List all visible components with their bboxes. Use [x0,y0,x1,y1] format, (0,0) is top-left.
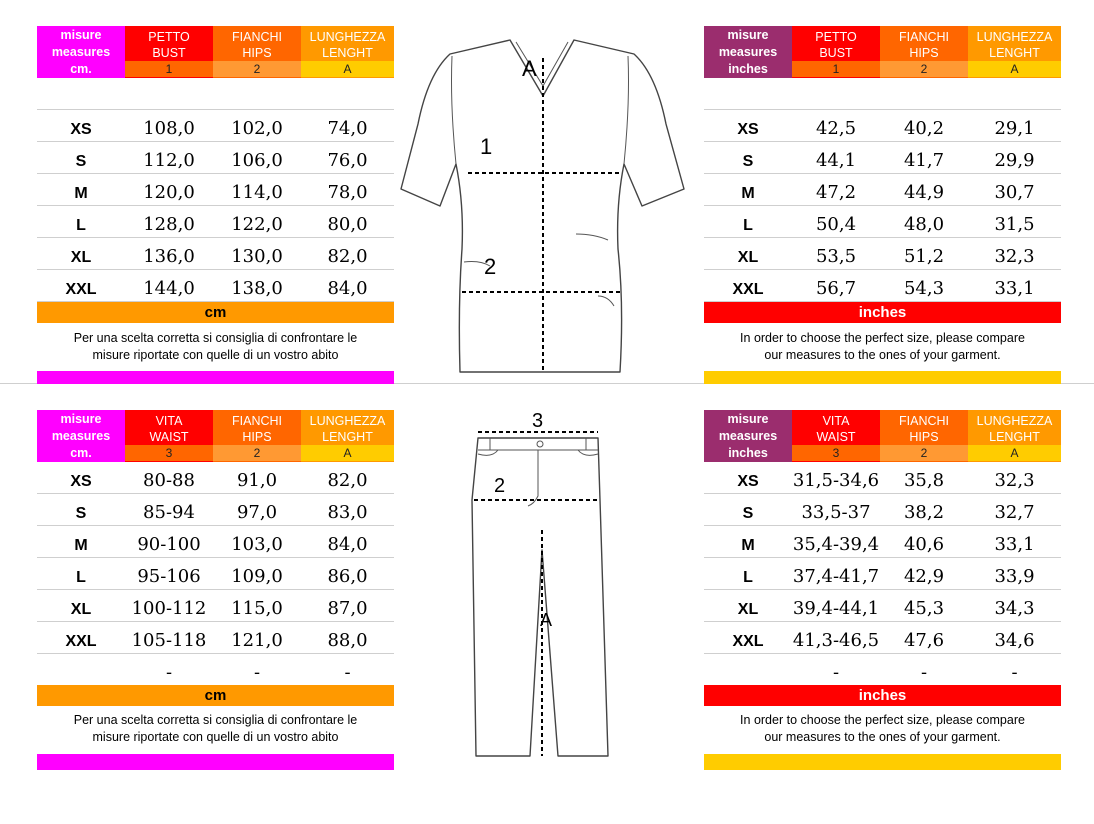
measure-value: 35,4-39,4 [792,534,880,555]
measure-value: 106,0 [231,150,283,171]
measure-value: - [165,662,173,683]
header-length: LUNGHEZZA LENGHT A [968,410,1061,462]
measure-value: 45,3 [903,598,945,619]
table-body [37,462,394,686]
size-label: XL [70,601,92,618]
measure-value: 40,6 [903,534,945,555]
measure-value: 41,3-46,5 [792,630,880,651]
table-row [704,590,1061,622]
size-label: XS [70,121,92,138]
header-measures-inches: misure measures inches [704,26,792,78]
shirt-size-table-cm [37,26,394,386]
measure-value: - [1011,662,1018,683]
header-hips: FIANCHI HIPS 2 [213,26,301,78]
pants-size-table-cm [37,410,394,772]
measure-value: 82,0 [327,470,368,491]
measure-value: 86,0 [327,566,368,587]
table-body [704,462,1061,686]
header-measures-cm: misure measures cm. [37,26,125,78]
size-label: XXL [65,281,97,298]
size-label: M [741,185,755,202]
measure-value: 42,5 [815,118,857,139]
measure-value: 105-118 [131,630,207,651]
measure-value: 40,2 [903,118,945,139]
label-a: A [540,610,553,630]
table-row [704,270,1061,302]
header-hips: FIANCHI HIPS 2 [213,410,301,462]
measure-value: 130,0 [231,246,283,267]
pants-size-table-inches [704,410,1061,772]
unit-bar-cm: cm [37,302,394,323]
measure-value: 34,3 [994,598,1035,619]
size-label: XS [70,473,92,490]
measure-value: 102,0 [231,118,283,139]
table-row [37,110,394,142]
measure-value: 136,0 [143,246,195,267]
measure-value: 109,0 [231,566,283,587]
size-label: XL [737,249,759,266]
blank-row [37,78,394,110]
measure-value: 83,0 [327,502,368,523]
table-row [37,558,394,590]
measure-value: 103,0 [231,534,283,555]
measure-value: 84,0 [327,278,368,299]
header-hips: FIANCHI HIPS 2 [880,410,968,462]
measure-value: 41,7 [903,150,945,171]
measure-value: 35,8 [903,470,945,491]
measure-value: 33,1 [994,278,1035,299]
unit-bar-inches: inches [704,685,1061,706]
measure-value: 95-106 [137,566,201,587]
measure-value: - [832,662,840,683]
measure-value: 78,0 [327,182,368,203]
size-label [37,654,125,685]
label-2: 2 [484,254,497,279]
measure-value: 122,0 [231,214,283,235]
measure-value: 50,4 [815,214,857,235]
label-2: 2 [494,475,506,497]
measure-value: 33,1 [994,534,1035,555]
measure-value: 87,0 [327,598,368,619]
size-label: S [742,153,754,170]
size-label: S [742,505,754,522]
size-label: M [741,537,755,554]
table-row [37,494,394,526]
size-label [704,654,792,685]
table-row [37,590,394,622]
size-label: XXL [65,633,97,650]
measure-value: 80,0 [327,214,368,235]
size-label: L [743,217,753,234]
measure-value: 54,3 [903,278,945,299]
size-label: S [75,505,87,522]
header-length: LUNGHEZZA LENGHT A [301,410,394,462]
size-label: L [76,217,86,234]
measure-value: 33,9 [994,566,1035,587]
label-3: 3 [532,410,544,432]
size-label: M [74,185,88,202]
table-row [37,238,394,270]
table-row [37,270,394,302]
measure-value: 31,5 [994,214,1035,235]
measure-value: 112,0 [143,150,195,171]
measure-value: 138,0 [231,278,283,299]
measure-value: 121,0 [231,630,283,651]
measure-value: 32,3 [994,470,1035,491]
unit-bar-inches: inches [704,302,1061,323]
measure-value: 144,0 [143,278,195,299]
size-label: XS [737,121,759,138]
measure-value: 74,0 [327,118,368,139]
table-row [37,526,394,558]
measure-value: 39,4-44,1 [792,598,880,619]
table-row [704,142,1061,174]
table-row [704,558,1061,590]
header-measures-inches: misure measures inches [704,410,792,462]
measure-value: 37,4-41,7 [792,566,880,587]
table-row [37,654,394,686]
size-advice-note: In order to choose the perfect size, please compare our measures to the ones of your garment. [740,331,1025,362]
table-row [37,462,394,494]
size-label: M [74,537,88,554]
footer-color-bar [37,371,394,384]
measure-value: 80-88 [143,470,195,491]
table-row [704,622,1061,654]
measure-value: 47,6 [903,630,945,651]
measure-value: - [920,662,928,683]
label-1: 1 [480,134,493,159]
pants-outline [472,438,608,756]
size-label: L [743,569,753,586]
table-row [37,622,394,654]
size-label: L [76,569,86,586]
measure-value: 53,5 [815,246,857,267]
label-a: A [522,56,537,81]
size-label: XXL [732,633,764,650]
measure-value: 108,0 [143,118,195,139]
measure-value: 90-100 [137,534,201,555]
measure-value: 32,7 [994,502,1035,523]
measure-value: 120,0 [143,182,195,203]
measure-value: 100-112 [131,598,207,619]
size-label: XL [737,601,759,618]
table-header [37,410,394,462]
table-row [704,526,1061,558]
measure-value: 51,2 [903,246,945,267]
measure-value: 29,9 [994,150,1035,171]
table-row [704,110,1061,142]
measure-value: 115,0 [231,598,283,619]
measure-value: 30,7 [994,182,1035,203]
header-hips: FIANCHI HIPS 2 [880,26,968,78]
table-row [704,174,1061,206]
measure-value: 82,0 [327,246,368,267]
table-row [37,174,394,206]
measure-value: 34,6 [994,630,1035,651]
table-row [704,494,1061,526]
size-label: S [75,153,87,170]
size-advice-note: Per una scelta corretta si consiglia di confrontare le misure riportate con quelle di un vostro abito [73,331,358,362]
measure-value: 128,0 [143,214,195,235]
size-label: XXL [732,281,764,298]
measure-value: 76,0 [327,150,368,171]
table-row [704,462,1061,494]
table-header [704,26,1061,78]
table-row [37,206,394,238]
table-body [704,110,1061,302]
shirt-size-table-inches [704,26,1061,386]
measure-value: 97,0 [236,502,278,523]
measure-value: 31,5-34,6 [792,470,880,491]
measure-value: 44,1 [815,150,857,171]
header-length: LUNGHEZZA LENGHT A [301,26,394,78]
measure-value: 91,0 [236,470,278,491]
measure-value: - [344,662,351,683]
table-row [704,238,1061,270]
unit-bar-cm: cm [37,685,394,706]
measure-value: 33,5-37 [801,502,871,523]
measure-value: 44,9 [903,182,945,203]
measure-value: 47,2 [815,182,857,203]
measure-value: 88,0 [327,630,368,651]
header-bust: PETTO BUST 1 [792,26,880,78]
footer-color-bar [704,371,1061,384]
table-row [704,654,1061,686]
table-header [704,410,1061,462]
measure-value: 32,3 [994,246,1035,267]
size-advice-note: Per una scelta corretta si consiglia di confrontare le misure riportate con quelle di un vostro abito [73,713,358,744]
measure-value: 42,9 [903,566,945,587]
measure-value: 38,2 [903,502,945,523]
header-measures-cm: misure measures cm. [37,410,125,462]
header-waist: VITA WAIST 3 [792,410,880,462]
size-advice-note: In order to choose the perfect size, please compare our measures to the ones of your garment. [740,713,1025,744]
measure-value: 85-94 [143,502,195,523]
size-label: XL [70,249,92,266]
table-row [37,142,394,174]
size-label: XS [737,473,759,490]
measure-value: 29,1 [994,118,1035,139]
measure-value: 56,7 [815,278,857,299]
header-bust: PETTO BUST 1 [125,26,213,78]
blank-row [704,78,1061,110]
header-length: LUNGHEZZA LENGHT A [968,26,1061,78]
measure-value: - [253,662,261,683]
table-row [704,206,1061,238]
measure-value: 48,0 [903,214,945,235]
header-waist: VITA WAIST 3 [125,410,213,462]
measure-value: 114,0 [231,182,283,203]
table-body [37,110,394,302]
footer-color-bar [704,754,1061,770]
measure-value: 84,0 [327,534,368,555]
table-header [37,26,394,78]
shirt-measurement-diagram [398,34,690,380]
footer-color-bar [37,754,394,770]
pants-measurement-diagram [468,410,618,764]
